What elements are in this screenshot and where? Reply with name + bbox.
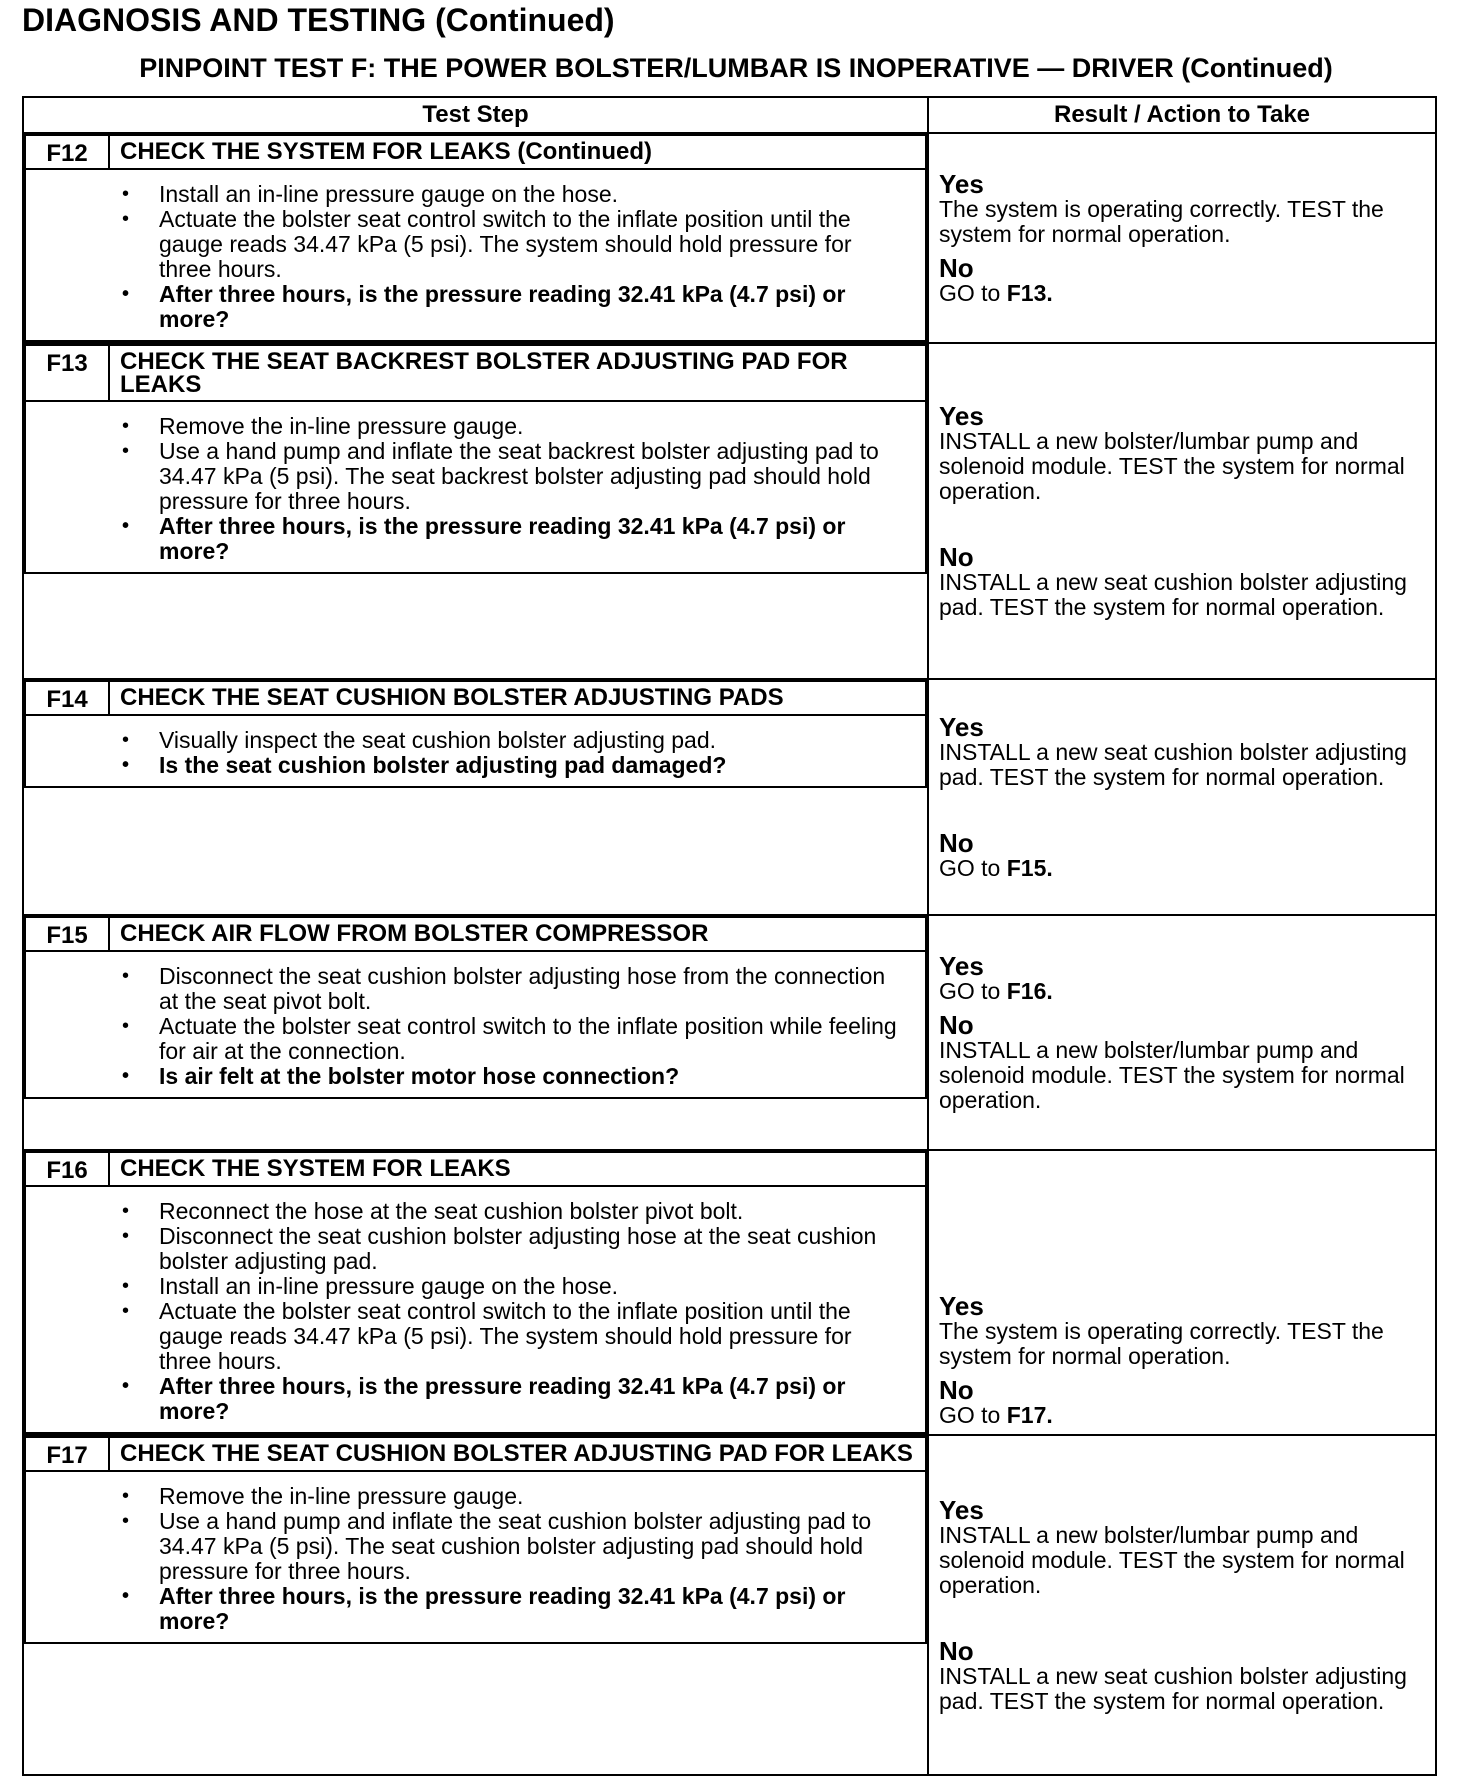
step-question: • After three hours, is the pressure reading 32.41 kPa (4.7 psi) or more? <box>26 282 905 332</box>
table-header-row <box>23 97 1436 133</box>
result-cell <box>928 1435 1436 1775</box>
no-action: GO to F13. <box>939 279 1053 306</box>
result-cell <box>928 679 1436 915</box>
step-title: CHECK THE SEAT BACKREST BOLSTER ADJUSTING PAD FOR LEAKS <box>109 345 926 401</box>
test-step-cell <box>23 679 928 915</box>
step-question: • Is air felt at the bolster motor hose connection? <box>26 1064 905 1089</box>
no-label: No <box>939 252 974 283</box>
step-title: CHECK THE SEAT CUSHION BOLSTER ADJUSTING PADS <box>109 681 926 715</box>
step-title: CHECK THE SEAT CUSHION BOLSTER ADJUSTING PAD FOR LEAKS <box>109 1437 926 1471</box>
column-header-test-step: Test Step <box>23 97 928 133</box>
yes-action: The system is operating correctly. TEST the system for normal operation. <box>939 195 1384 247</box>
goto-step-ref: F16. <box>1006 977 1053 1004</box>
list-item: • Remove the in-line pressure gauge. <box>26 1484 905 1509</box>
list-item: • Actuate the bolster seat control switch to the inflate position until the gauge reads 34.47 kPa (5 psi). The system should hold pressure for three hours. <box>26 1299 905 1374</box>
list-item: • Visually inspect the seat cushion bolster adjusting pad. <box>26 728 905 753</box>
yes-label: Yes <box>939 400 984 431</box>
no-label: No <box>939 1635 974 1666</box>
yes-label: Yes <box>939 950 984 981</box>
list-item: • Remove the in-line pressure gauge. <box>26 414 905 439</box>
step-bullets <box>26 1199 905 1424</box>
list-item: • Use a hand pump and inflate the seat backrest bolster adjusting pad to 34.47 kPa (5 psi). The seat backrest bolster adjusting pad should hold pressure for three hours. <box>26 439 905 514</box>
test-step-row <box>23 133 1436 343</box>
list-item: • Reconnect the hose at the seat cushion bolster pivot bolt. <box>26 1199 905 1224</box>
yes-label: Yes <box>939 1494 984 1525</box>
step-id: F17 <box>25 1437 109 1471</box>
no-label: No <box>939 827 974 858</box>
list-item: • Disconnect the seat cushion bolster adjusting hose from the connection at the seat pivot bolt. <box>26 964 905 1014</box>
step-bullets <box>26 728 905 778</box>
yes-label: Yes <box>939 168 984 199</box>
no-label: No <box>939 1009 974 1040</box>
step-id: F15 <box>25 917 109 951</box>
test-step-cell <box>23 915 928 1150</box>
no-action: GO to F17. <box>939 1402 1053 1428</box>
pinpoint-test-table <box>22 96 1437 1776</box>
test-step-cell <box>23 133 928 343</box>
step-id: F13 <box>25 345 109 401</box>
step-title: CHECK THE SYSTEM FOR LEAKS (Continued) <box>109 135 926 169</box>
yes-action: INSTALL a new bolster/lumbar pump and solenoid module. TEST the system for normal operation. <box>939 1521 1405 1598</box>
result-cell <box>928 133 1436 343</box>
yes-label: Yes <box>939 1291 984 1321</box>
no-label: No <box>939 541 974 572</box>
test-step-row <box>23 679 1436 915</box>
step-question: • Is the seat cushion bolster adjusting pad damaged? <box>26 753 905 778</box>
pinpoint-test-subtitle: PINPOINT TEST F: THE POWER BOLSTER/LUMBAR IS INOPERATIVE — DRIVER (Continued) <box>139 53 1333 83</box>
list-item: • Actuate the bolster seat control switch to the inflate position until the gauge reads 34.47 kPa (5 psi). The system should hold pressure for three hours. <box>26 207 905 282</box>
page-title: DIAGNOSIS AND TESTING (Continued) <box>22 2 615 38</box>
step-bullets <box>26 1484 905 1634</box>
goto-step-ref: F15. <box>1006 854 1053 881</box>
result-cell <box>928 915 1436 1150</box>
step-id: F14 <box>25 681 109 715</box>
column-header-result: Result / Action to Take <box>928 97 1436 133</box>
no-action: GO to F15. <box>939 854 1053 881</box>
step-question: • After three hours, is the pressure reading 32.41 kPa (4.7 psi) or more? <box>26 1374 905 1424</box>
test-step-cell <box>23 1150 928 1435</box>
goto-step-ref: F17. <box>1006 1402 1053 1428</box>
step-bullets <box>26 182 905 332</box>
yes-action: INSTALL a new seat cushion bolster adjusting pad. TEST the system for normal operation. <box>939 738 1407 790</box>
goto-step-ref: F13. <box>1006 279 1053 306</box>
yes-action: GO to F16. <box>939 977 1053 1004</box>
result-cell <box>928 1150 1436 1435</box>
step-bullets <box>26 964 905 1089</box>
list-item: • Actuate the bolster seat control switch to the inflate position while feeling for air at the connection. <box>26 1014 905 1064</box>
test-step-row <box>23 915 1436 1150</box>
no-action: INSTALL a new seat cushion bolster adjusting pad. TEST the system for normal operation. <box>939 568 1407 620</box>
list-item: • Install an in-line pressure gauge on the hose. <box>26 1274 905 1299</box>
no-action: INSTALL a new bolster/lumbar pump and solenoid module. TEST the system for normal operation. <box>939 1036 1405 1113</box>
test-step-row <box>23 1435 1436 1775</box>
test-step-row <box>23 343 1436 679</box>
list-item: • Disconnect the seat cushion bolster adjusting hose at the seat cushion bolster adjusting pad. <box>26 1224 905 1274</box>
result-cell <box>928 343 1436 679</box>
step-id: F12 <box>25 135 109 169</box>
test-step-row <box>23 1150 1436 1435</box>
test-step-cell <box>23 1435 928 1775</box>
step-question: • After three hours, is the pressure reading 32.41 kPa (4.7 psi) or more? <box>26 1584 905 1634</box>
list-item: • Use a hand pump and inflate the seat cushion bolster adjusting pad to 34.47 kPa (5 psi). The seat cushion bolster adjusting pad should hold pressure for three hours. <box>26 1509 905 1584</box>
no-label: No <box>939 1375 974 1405</box>
test-step-cell <box>23 343 928 679</box>
step-question: • After three hours, is the pressure reading 32.41 kPa (4.7 psi) or more? <box>26 514 905 564</box>
step-title: CHECK THE SYSTEM FOR LEAKS <box>109 1152 926 1186</box>
yes-action: The system is operating correctly. TEST the system for normal operation. <box>939 1318 1384 1369</box>
no-action: INSTALL a new seat cushion bolster adjusting pad. TEST the system for normal operation. <box>939 1662 1407 1714</box>
step-bullets <box>26 414 905 564</box>
step-title: CHECK AIR FLOW FROM BOLSTER COMPRESSOR <box>109 917 926 951</box>
list-item: • Install an in-line pressure gauge on the hose. <box>26 182 905 207</box>
step-id: F16 <box>25 1152 109 1186</box>
yes-action: INSTALL a new bolster/lumbar pump and solenoid module. TEST the system for normal operation. <box>939 427 1405 504</box>
yes-label: Yes <box>939 711 984 742</box>
